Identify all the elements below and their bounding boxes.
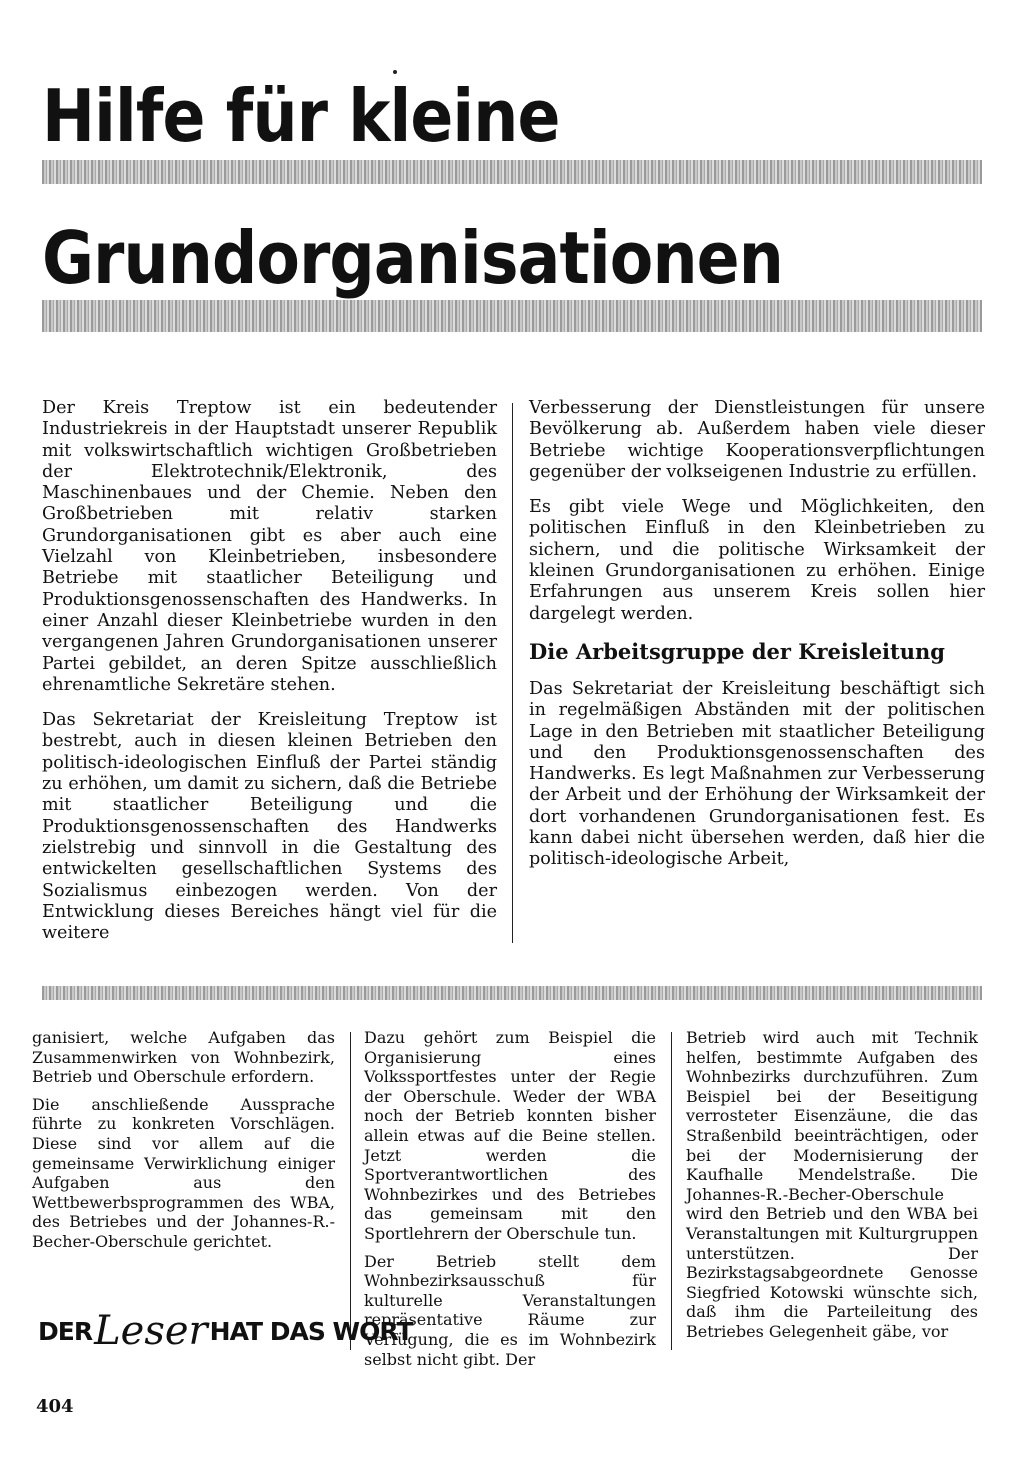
der-leser-hat-das-wort-logo xyxy=(38,1308,413,1354)
title-line-2: Grundorganisationen xyxy=(42,216,784,300)
article-column-right xyxy=(529,398,985,885)
section-separator-bar xyxy=(42,986,982,1000)
title-underline-bar-1 xyxy=(42,160,982,184)
column-divider xyxy=(350,1032,351,1350)
column-divider xyxy=(671,1032,672,1350)
logo-text-leser: Leser xyxy=(94,1308,208,1354)
paragraph: Betrieb wird auch mit Technik helfen, bestimmte Aufgaben des Wohnbezirks durchzuführen. Zum Beispiel bei der Beseitigung verrosteter Eisenzäune, die das Straßenbild beeinträchtigen, oder bei der Modernisierung der Kaufhalle Mendelstraße. Die Johannes-R.-Becher-Oberschule wird den Betrieb und den WBA bei Veranstaltungen mit Kulturgruppen unterstützen. Der Bezirkstagsabgeordnete Genosse Siegfried Kotowski wünschte sich, daß ihm die Parteileitung des Betriebes Gelegenheit gäbe, vor xyxy=(686,1028,978,1341)
letter-column-left xyxy=(32,1028,335,1260)
paragraph: Verbesserung der Dienstleistungen für unsere Bevölkerung ab. Außerdem haben viele dieser Betriebe wichtige Kooperationsverpflichtungen gegenüber der volkseigenen Industrie zu erfüllen. xyxy=(529,398,985,482)
logo-text-hat-das-wort: HAT DAS WORT xyxy=(209,1316,413,1346)
column-divider xyxy=(512,403,513,943)
section-heading: Die Arbeitsgruppe der Kreisleitung xyxy=(529,638,945,664)
paragraph: Der Betrieb stellt dem Wohnbezirksausschuß für kulturelle Veranstaltungen repräsentative Räume zur Verfügung, die es im Wohnbezirk selbst nicht gibt. Der xyxy=(364,1251,656,1369)
letter-column-right xyxy=(686,1028,978,1350)
paragraph: Dazu gehört zum Beispiel die Organisierung eines Volkssportfestes unter der Regie der Oberschule. Weder der WBA noch der Betrieb konnten bisher allein etwas auf die Beine stellen. Jetzt werden die Sportverantwortlichen des Wohnbezirkes und des Betriebes das gemeinsam mit den Sportlehrern der Oberschule tun. xyxy=(364,1028,656,1243)
title-underline-bar-2 xyxy=(42,300,982,332)
title-line-1: Hilfe für kleine xyxy=(42,74,560,158)
paragraph: Das Sekretariat der Kreisleitung beschäftigt sich in regelmäßigen Abständen mit der politischen Lage in den Betrieben mit staatlicher Beteiligung und den Produktionsgenossenschaften des Handwerks. Es legt Maßnahmen zur Verbesserung der Arbeit und der Erhöhung der Wirksamkeit der dort vorhandenen Grundorganisationen fest. Es kann dabei nicht übersehen werden, daß hier die politisch-ideologische Arbeit, xyxy=(529,678,985,870)
paragraph: ganisiert, welche Aufgaben das Zusammenwirken von Wohnbezirk, Betrieb und Oberschule erfordern. xyxy=(32,1028,335,1087)
paragraph: Die anschließende Aussprache führte zu konkreten Vorschlägen. Diese sind vor allem auf die gemeinsame Verwirklichung einiger Aufgaben aus den Wettbewerbsprogrammen des WBA, des Betriebes und der Johannes-R.-Becher-Oberschule gerichtet. xyxy=(32,1094,335,1251)
paragraph: Das Sekretariat der Kreisleitung Treptow ist bestrebt, auch in diesen kleinen Betrieben den politisch-ideologischen Einfluß der Partei ständig zu erhöhen, um damit zu sichern, daß die Betriebe mit staatlicher Beteiligung und die Produktionsgenossenschaften des Handwerks zielstrebig und sinnvoll in die Gestaltung des entwickelten gesellschaftlichen Systems des Sozialismus einbezogen werden. Von der Entwicklung dieses Bereiches hängt viel für die weitere xyxy=(42,710,497,944)
article-column-left xyxy=(42,398,497,958)
paragraph: Es gibt viele Wege und Möglichkeiten, den politischen Einfluß in den Kleinbetrieben zu sichern, und die politische Wirksamkeit der kleinen Grundorganisationen zu erhöhen. Einige Erfahrungen aus unserem Kreis sollen hier dargelegt werden. xyxy=(529,497,985,624)
page-number: 404 xyxy=(36,1396,74,1417)
logo-text-der: DER xyxy=(38,1316,93,1346)
paragraph: Der Kreis Treptow ist ein bedeutender Industriekreis in der Hauptstadt unserer Republik mit volkswirtschaftlich wichtigen Großbetrieben der Elektrotechnik/Elektronik, des Maschinenbaues und der Chemie. Neben den Großbetrieben mit relativ starken Grundorganisationen gibt es aber auch eine Vielzahl von Kleinbetrieben, insbesondere Betriebe mit staatlicher Beteiligung und Produktionsgenossenschaften des Handwerks. In einer Anzahl dieser Kleinbetriebe wurden in den vergangenen Jahren Grundorganisationen unserer Partei gebildet, an deren Spitze ausschließlich ehrenamtliche Sekretäre stehen. xyxy=(42,398,497,695)
